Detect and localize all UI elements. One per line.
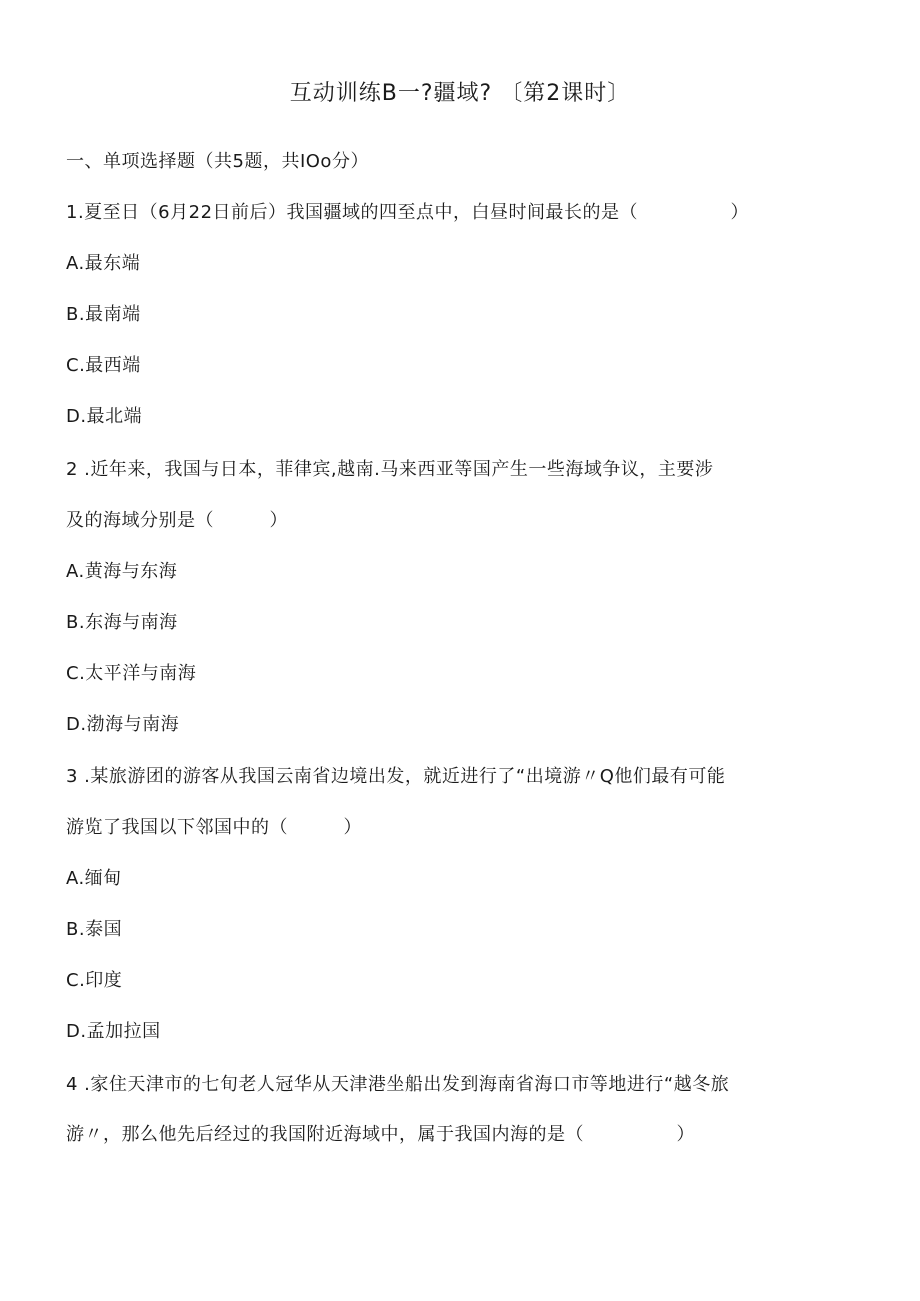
question-2-stem-line-1: 2 .近年来，我国与日本，菲律宾,越南.马来西亚等国产生一些海域争议，主要涉 bbox=[66, 459, 714, 480]
question-2-option-d: D.渤海与南海 bbox=[66, 714, 180, 735]
question-1-stem: 1.夏至日（6月22日前后）我国疆域的四至点中，白昼时间最长的是（ ） bbox=[66, 202, 750, 223]
question-1-option-b: B.最南端 bbox=[66, 304, 141, 325]
question-2-option-b: B.东海与南海 bbox=[66, 612, 178, 633]
question-2-option-c: C.太平洋与南海 bbox=[66, 663, 197, 684]
question-1-option-c: C.最西端 bbox=[66, 355, 141, 376]
question-2-stem-line-2: 及的海域分别是（ ） bbox=[66, 510, 288, 531]
question-3-option-c: C.印度 bbox=[66, 970, 123, 991]
question-1-option-a: A.最东端 bbox=[66, 253, 141, 274]
question-4-stem-line-1: 4 .家住天津市的七旬老人冠华从天津港坐船出发到海南省海口市等地进行“越冬旅 bbox=[66, 1074, 730, 1095]
question-3-stem-line-2: 游览了我国以下邻国中的（ ） bbox=[66, 817, 362, 838]
section-heading: 一、单项选择题（共5题，共IOo分） bbox=[66, 151, 369, 172]
question-3-option-d: D.孟加拉国 bbox=[66, 1021, 161, 1042]
question-3-stem-line-1: 3 .某旅游团的游客从我国云南省边境出发，就近进行了“出境游〃Q他们最有可能 bbox=[66, 766, 726, 787]
question-2-option-a: A.黄海与东海 bbox=[66, 561, 178, 582]
question-4-stem-line-2: 游〃，那么他先后经过的我国附近海域中，属于我国内海的是（ ） bbox=[66, 1124, 695, 1145]
document-title: 互动训练B一?疆域? 〔第2课时〕 bbox=[289, 81, 631, 106]
question-3-option-b: B.泰国 bbox=[66, 919, 123, 940]
question-1-option-d: D.最北端 bbox=[66, 406, 143, 427]
question-3-option-a: A.缅甸 bbox=[66, 868, 122, 889]
